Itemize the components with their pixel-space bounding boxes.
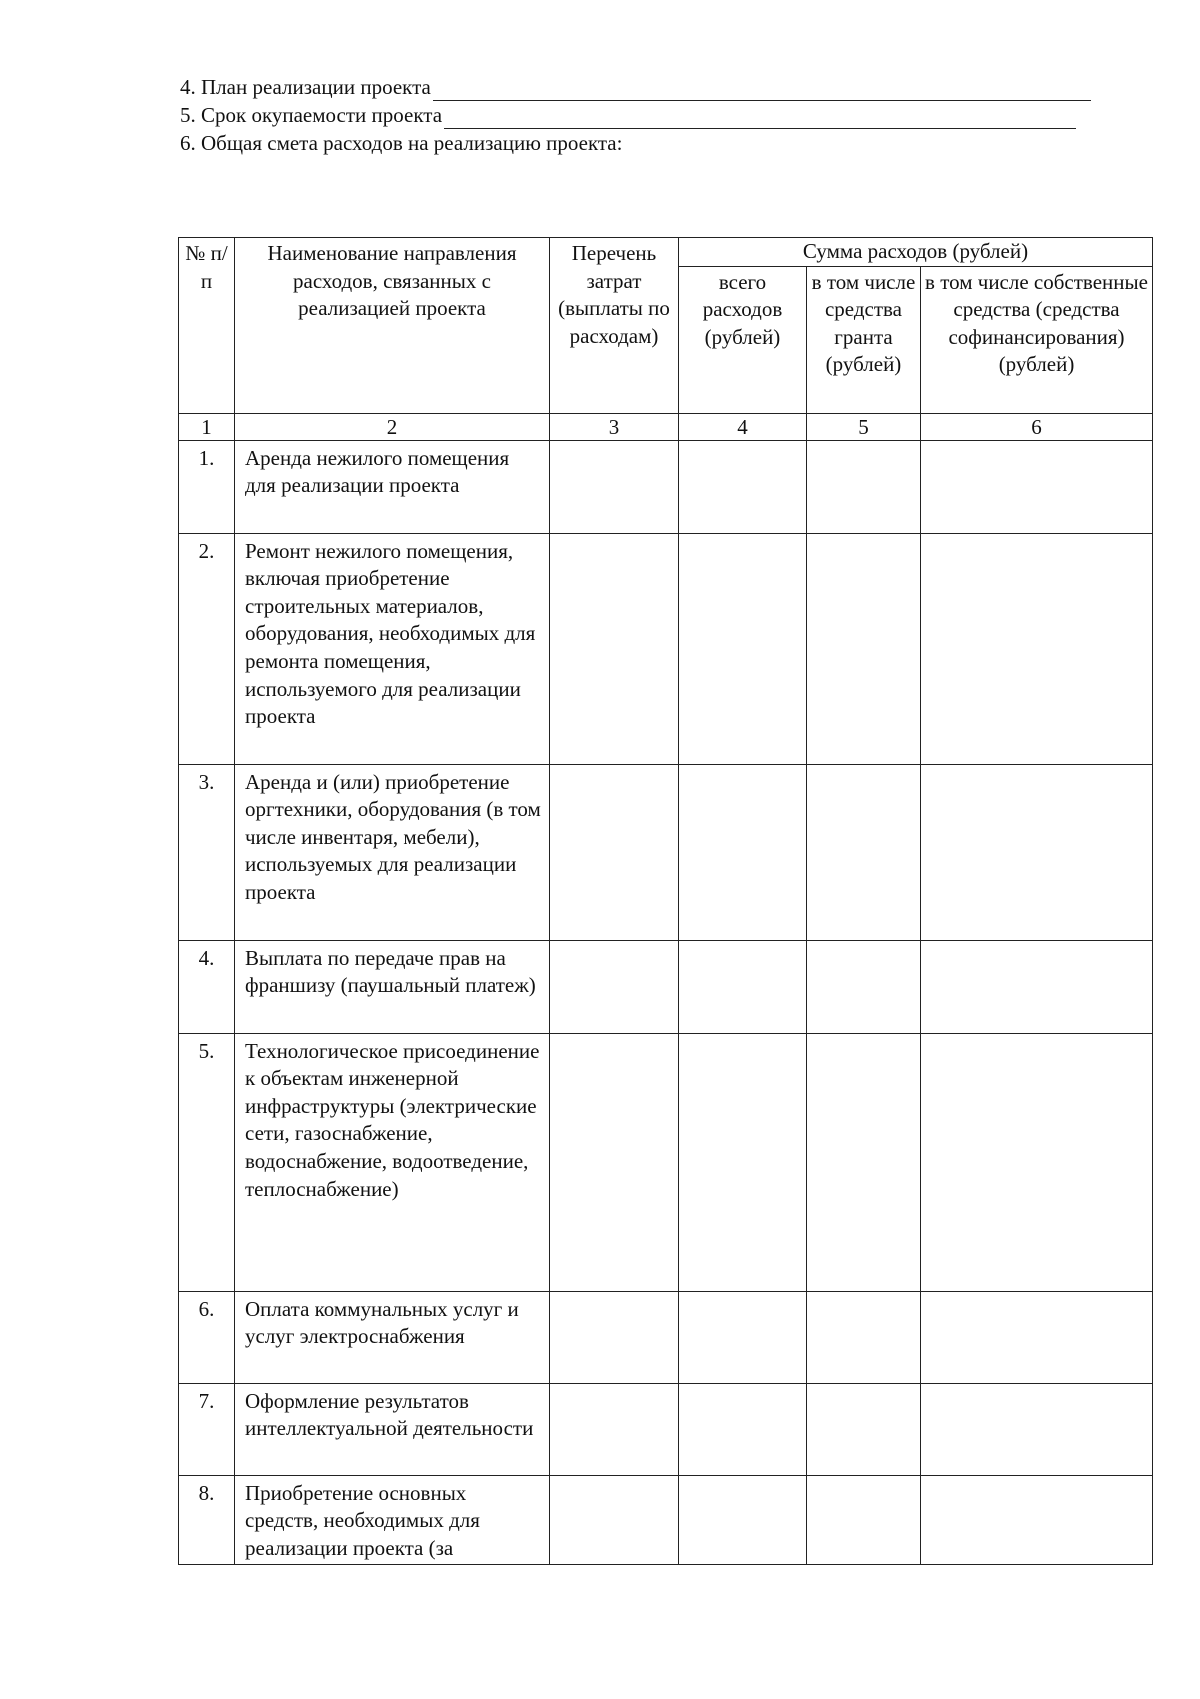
table-row [179,1033,1153,1291]
row-number: 3. [179,764,235,940]
table-row [179,533,1153,764]
total-cell[interactable] [679,764,807,940]
total-cell[interactable] [679,1383,807,1475]
grant-cell[interactable] [807,1475,921,1565]
row-number: 7. [179,1383,235,1475]
grant-cell[interactable] [807,533,921,764]
cost-list-cell[interactable] [550,440,679,533]
grant-cell[interactable] [807,440,921,533]
payback-label: 5. Срок окупаемости проекта [180,103,443,127]
row-number: 1. [179,440,235,533]
total-cell[interactable] [679,940,807,1033]
expense-estimate-table [178,237,1153,1565]
row-number: 5. [179,1033,235,1291]
expense-name: Оплата коммунальных услуг и услуг электроснабжения [235,1291,550,1383]
header-expense-name: Наименование направления расходов, связанных с реализацией проекта [235,238,550,414]
intro-section [180,73,1130,157]
table-row [179,940,1153,1033]
table-row [179,764,1153,940]
header-grant: в том числе средства гранта (рублей) [807,266,921,413]
cost-list-cell[interactable] [550,1291,679,1383]
expense-name: Аренда нежилого помещения для реализации проекта [235,440,550,533]
intro-line-plan [180,73,1130,101]
table-row [179,1383,1153,1475]
total-cell[interactable] [679,1475,807,1565]
expense-name: Оформление результатов интеллектуальной деятельности [235,1383,550,1475]
expense-name: Аренда и (или) приобретение оргтехники, оборудования (в том числе инвентаря, мебели), используемых для реализации проекта [235,764,550,940]
cost-list-cell[interactable] [550,1475,679,1565]
column-number: 4 [679,413,807,440]
column-number: 1 [179,413,235,440]
total-cell[interactable] [679,533,807,764]
own-funds-cell[interactable] [921,1383,1153,1475]
total-cell[interactable] [679,440,807,533]
own-funds-cell[interactable] [921,440,1153,533]
row-number: 8. [179,1475,235,1565]
header-cost-list: Перечень затрат (выплаты по расходам) [550,238,679,414]
header-own-funds: в том числе собственные средства (средства софинансирования) (рублей) [921,266,1153,413]
cost-list-cell[interactable] [550,764,679,940]
column-number: 5 [807,413,921,440]
payback-blank-line[interactable] [444,107,1076,129]
expense-name: Технологическое присоединение к объектам инженерной инфраструктуры (электрические сети, газоснабжение, водоснабжение, водоотведение, теплоснабжение) [235,1033,550,1291]
expense-name: Выплата по передаче прав на франшизу (паушальный платеж) [235,940,550,1033]
expense-name: Ремонт нежилого помещения, включая приобретение строительных материалов, оборудования, необходимых для ремонта помещения, используемого для реализации проекта [235,533,550,764]
plan-label: 4. План реализации проекта [180,75,431,99]
grant-cell[interactable] [807,940,921,1033]
own-funds-cell[interactable] [921,1475,1153,1565]
total-cell[interactable] [679,1033,807,1291]
own-funds-cell[interactable] [921,940,1153,1033]
own-funds-cell[interactable] [921,764,1153,940]
cost-list-cell[interactable] [550,1033,679,1291]
total-cell[interactable] [679,1291,807,1383]
header-num: № п/п [179,238,235,414]
grant-cell[interactable] [807,1383,921,1475]
table-row [179,1475,1153,1565]
own-funds-cell[interactable] [921,1291,1153,1383]
column-number: 2 [235,413,550,440]
column-number: 3 [550,413,679,440]
own-funds-cell[interactable] [921,1033,1153,1291]
cost-list-cell[interactable] [550,940,679,1033]
grant-cell[interactable] [807,1291,921,1383]
grant-cell[interactable] [807,1033,921,1291]
cost-list-cell[interactable] [550,1383,679,1475]
table-header-row [179,238,1153,267]
plan-blank-line[interactable] [433,79,1091,101]
grant-cell[interactable] [807,764,921,940]
header-total: всего расходов (рублей) [679,266,807,413]
row-number: 2. [179,533,235,764]
expense-name: Приобретение основных средств, необходимых для реализации проекта (за [235,1475,550,1565]
row-number: 6. [179,1291,235,1383]
table-row [179,440,1153,533]
estimate-label: 6. Общая смета расходов на реализацию проекта: [180,131,623,155]
row-number: 4. [179,940,235,1033]
header-sum-group: Сумма расходов (рублей) [679,238,1153,267]
table-row [179,1291,1153,1383]
own-funds-cell[interactable] [921,533,1153,764]
intro-line-estimate [180,129,1130,157]
intro-line-payback [180,101,1130,129]
column-number-row [179,413,1153,440]
cost-list-cell[interactable] [550,533,679,764]
column-number: 6 [921,413,1153,440]
